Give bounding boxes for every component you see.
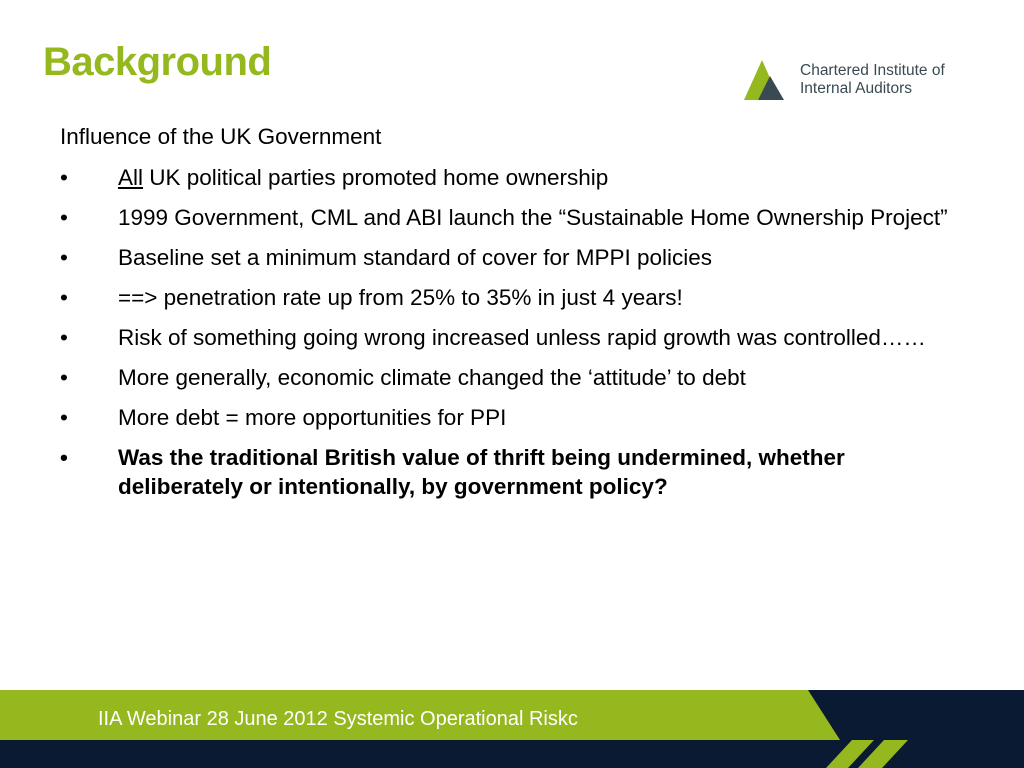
bullet-item <box>60 163 970 192</box>
logo-text-line-2: Internal Auditors <box>800 80 913 97</box>
logo-text-line-1: Chartered Institute of <box>800 62 945 79</box>
bullet-text: More generally, economic climate changed the ‘attitude’ to debt <box>118 365 746 390</box>
footer-bar <box>0 690 1024 768</box>
bullet-list <box>60 163 970 501</box>
bullet-text: UK political parties promoted home ownership <box>143 165 609 190</box>
intro-line: Influence of the UK Government <box>60 124 382 149</box>
bullet-item <box>60 243 970 272</box>
slide-body <box>60 122 970 512</box>
bullet-item <box>60 203 970 232</box>
bullet-text: Risk of something going wrong increased unless rapid growth was controlled…… <box>118 325 926 350</box>
bullet-item-question <box>60 443 970 501</box>
bullet-text: 1999 Government, CML and ABI launch the “Sustainable Home Ownership Project” <box>118 205 948 230</box>
bullet-dot: • <box>60 405 68 430</box>
bullet-text: Was the traditional British value of thrift being undermined, whether deliberately or intentionally, by government policy? <box>118 445 845 499</box>
bullet-dot: • <box>60 245 68 270</box>
bullet-item <box>60 283 970 312</box>
footer-text: IIA Webinar 28 June 2012 Systemic Operational Riskc <box>98 708 578 730</box>
bullet-item <box>60 363 970 392</box>
logo <box>742 56 972 102</box>
bullet-dot: • <box>60 325 68 350</box>
bullet-emphasis: All <box>118 165 144 190</box>
bullet-dot: • <box>60 445 68 470</box>
bullet-dot: • <box>60 365 68 390</box>
bullet-text: Baseline set a minimum standard of cover for MPPI policies <box>118 245 712 270</box>
bullet-item <box>60 403 970 432</box>
bullet-dot: • <box>60 165 68 190</box>
slide-title: Background <box>43 40 272 84</box>
logo-triangles-icon <box>742 56 798 102</box>
bullet-text: ==> penetration rate up from 25% to 35% in just 4 years! <box>118 285 683 310</box>
logo-text <box>800 62 945 98</box>
bullet-dot: • <box>60 285 68 310</box>
bullet-text: More debt = more opportunities for PPI <box>118 405 507 430</box>
bullet-dot: • <box>60 205 68 230</box>
bullet-item <box>60 323 970 352</box>
